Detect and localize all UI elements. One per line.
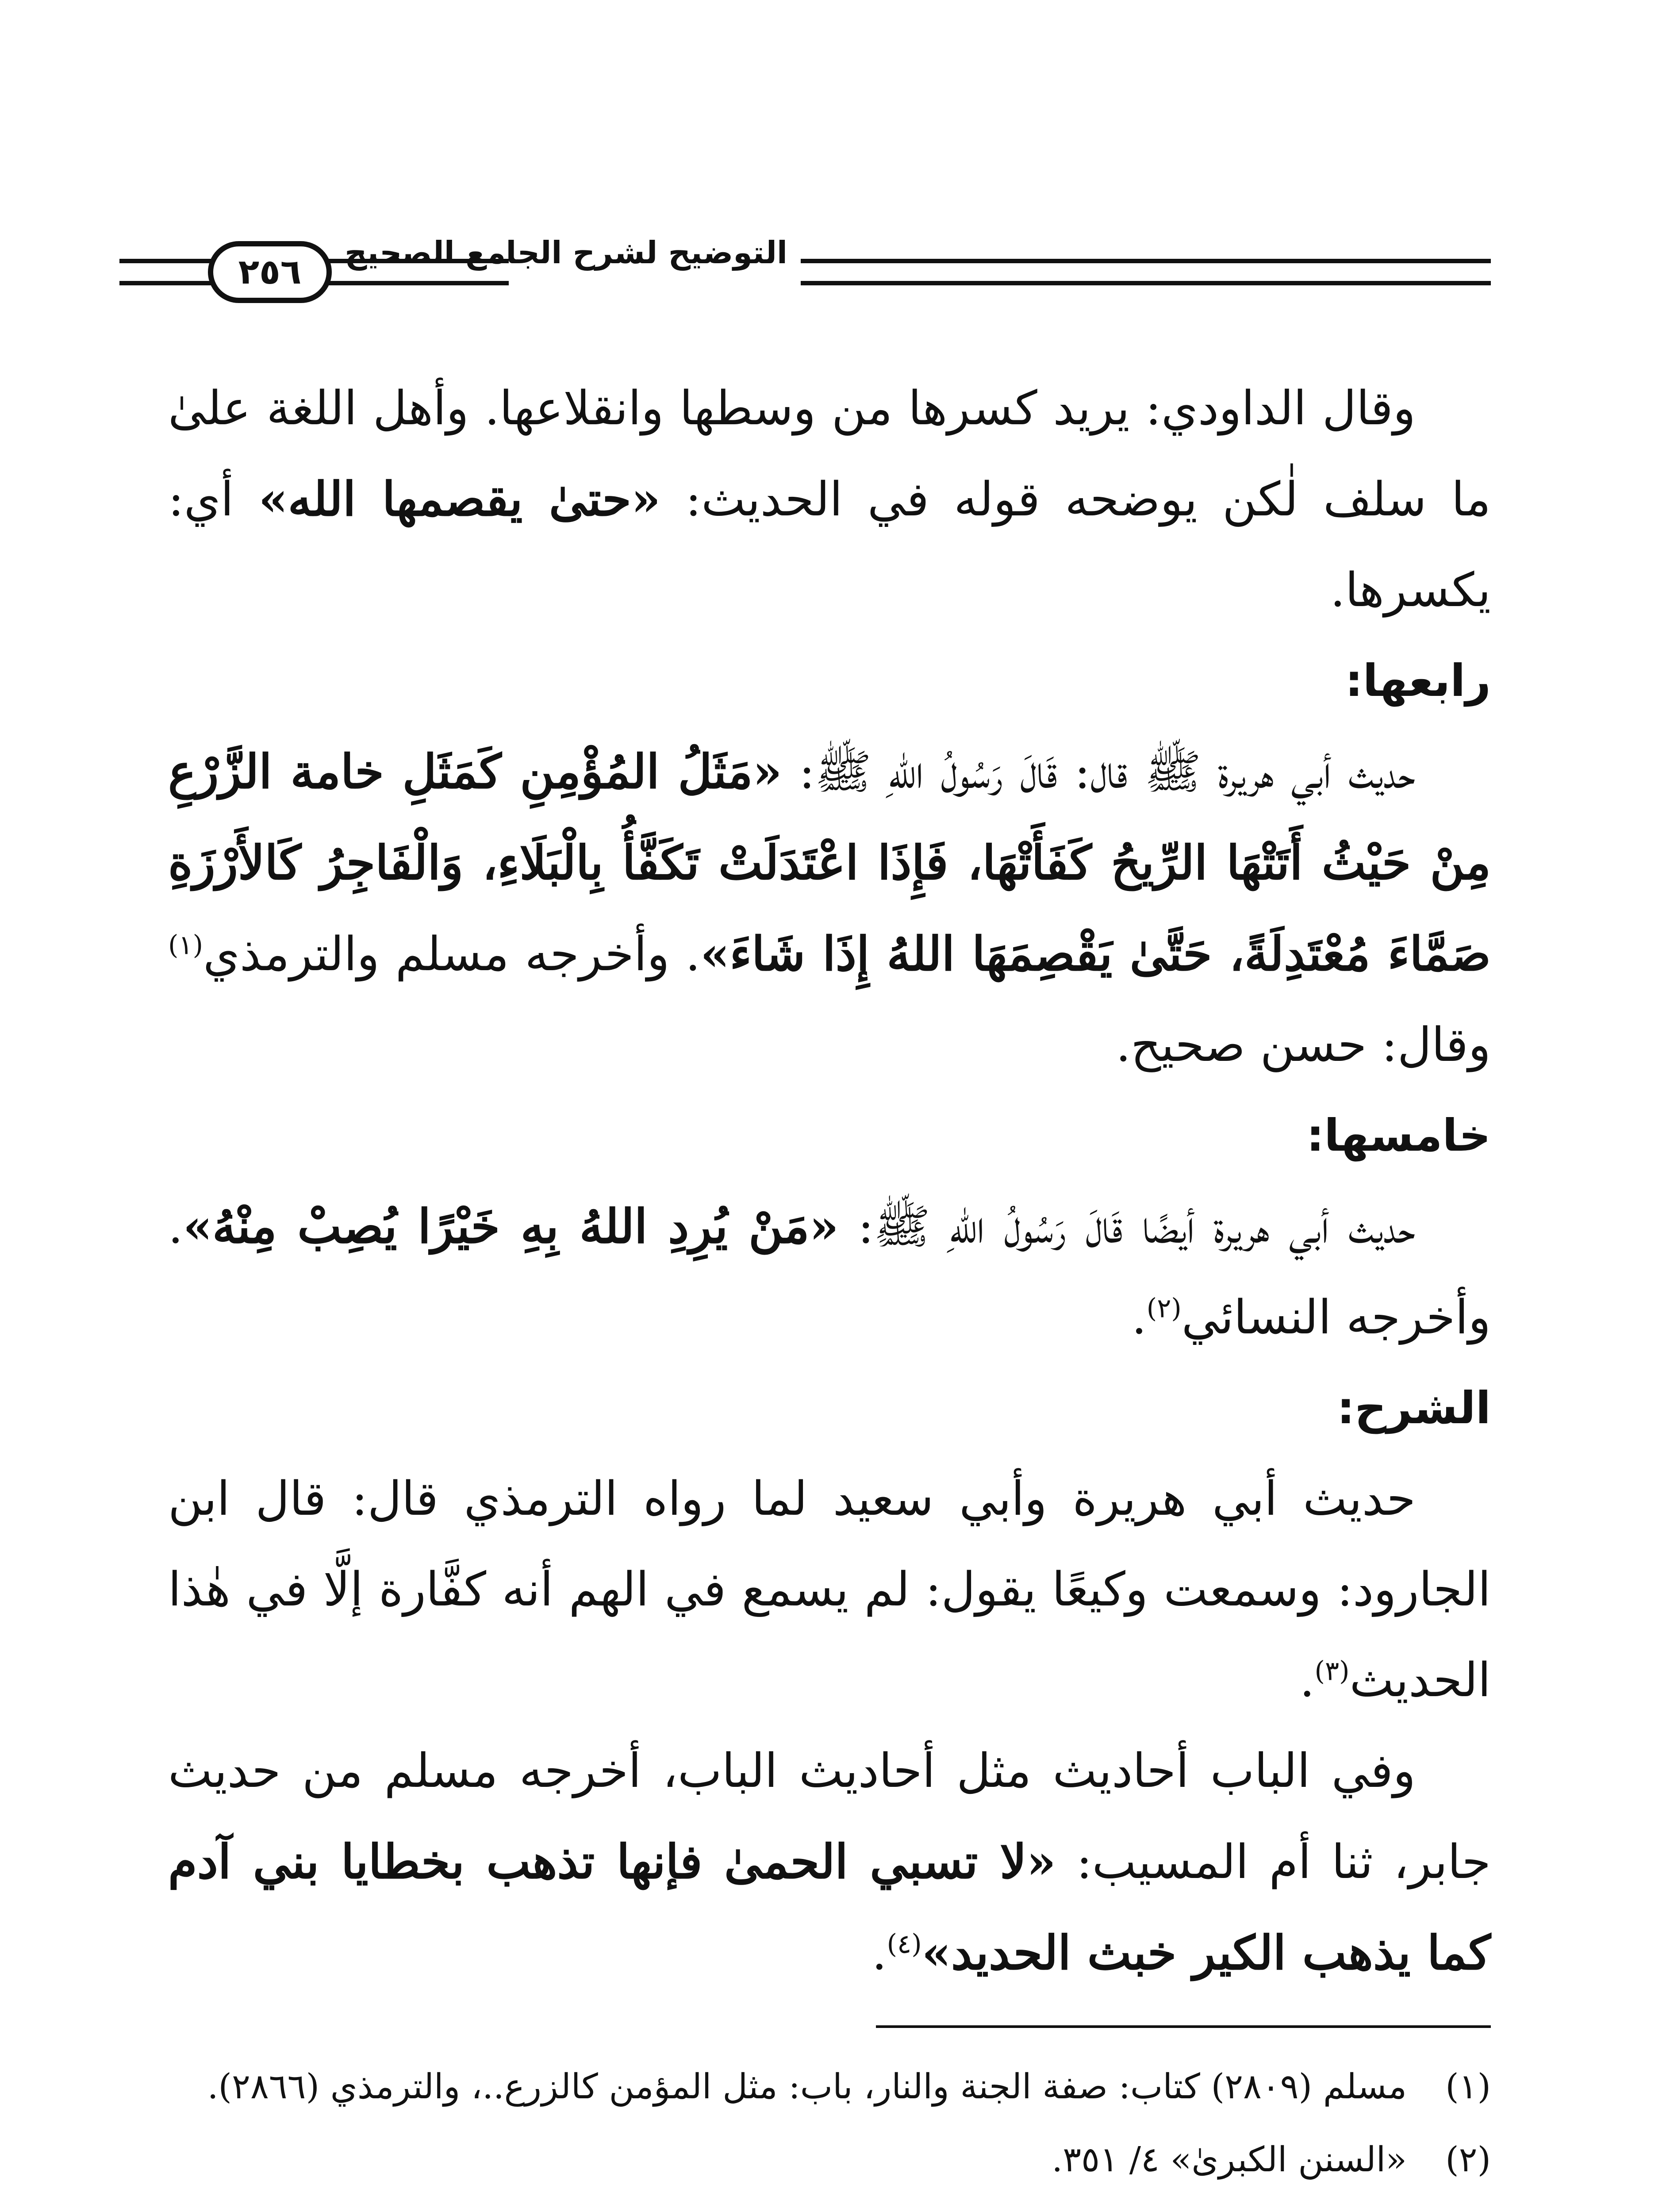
footnote-separator [876, 2025, 1491, 2028]
header-rule-left-outer [119, 259, 212, 263]
section-heading-fourth: رابعها: [1345, 655, 1491, 707]
footnote-ref-4: (٤) [887, 1928, 922, 1960]
footnote-ref-1: (١) [168, 929, 203, 961]
footnote-number: (٢) [1445, 2140, 1491, 2180]
hadith-quote: «لا تسبي الحمىٰ فإنها تذهب بخطايا بني آدم كما يذهب الكير خبث الحديد» [168, 1834, 1491, 1980]
section-heading-fifth: خامسها: [1306, 1110, 1491, 1161]
paragraph-4: حديث أبي هريرة وأبي سعيد لما رواه الترمذي قال: قال ابن الجارود: وسمعت وكيعًا يقول: لم يسمع في الهم أنه كفَّارة إلَّا في هٰذا الحديث$^{(٣)}$. [168, 1471, 1491, 1707]
footnote-ref-2: (٢) [1146, 1293, 1182, 1324]
hadith-quote: «مَنْ يُرِدِ اللهُ بِهِ خَيْرًا يُصِبْ مِنْهُ» [183, 1198, 839, 1254]
quote: «حتىٰ يقصمها الله» [258, 471, 661, 526]
main-text [168, 363, 1491, 1998]
running-title: التوضيح لشرح الجامع الصحيح [345, 234, 787, 271]
paragraph-5: وفي الباب أحاديث مثل أحاديث الباب، أخرجه مسلم من حديث جابر، ثنا أم المسيب: «لا تسبي الحمىٰ فإنها تذهب بخطايا بني آدم كما يذهب الكير خبث الحديد»$^{(٤)}$. [168, 1743, 1491, 1980]
header-rule-middle-bottom [327, 281, 509, 285]
footnote-number [1407, 2203, 1491, 2212]
footnote-text [168, 2203, 1407, 2212]
footnote-number: (١) [1445, 2067, 1491, 2107]
footnote-ref-3: (٣) [1314, 1655, 1350, 1687]
footnote-text: مسلم (٢٨٠٩) كتاب: صفة الجنة والنار، باب: مثل المؤمن كالزرع..، والترمذي (٢٨٦٦). [207, 2067, 1407, 2107]
footnote-text: «السنن الكبرىٰ» ٤/ ٣٥١. [1052, 2140, 1407, 2180]
header-rule-right-bottom [801, 281, 1491, 285]
page-number-badge [208, 241, 332, 303]
paragraph-3: حديث أبي هريرة أيضًا قَالَ رَسُولُ اللهِ ﷺ: «مَنْ يُرِدِ اللهُ بِهِ خَيْرًا يُصِبْ مِنْهُ». وأخرجه النسائي$^{(٢)}$. [168, 1198, 1491, 1344]
footnote [168, 2130, 1491, 2190]
paragraph-2: حديث أبي هريرة ﷺ قال: قَالَ رَسُولُ اللهِ ﷺ: «مَثَلُ المُؤْمِنِ كَمَثَلِ خامة الزَّرْعِ مِنْ حَيْثُ أَتَتْهَا الرِّيحُ كَفَأَتْهَا، فَإِذَا اعْتَدَلَتْ تَكَفَّأُ بِالْبَلَاءِ، وَالْفَاجِرُ كَالأَرْزَةِ صَمَّاءَ مُعْتَدِلَةً، حَتَّىٰ يَقْصِمَهَا اللهُ إِذَا شَاءَ». وأخرجه مسلم والترمذي$^{(١)}$ وقال: حسن صحيح. [168, 744, 1491, 1072]
header-rule-left-inner [119, 281, 212, 285]
section-heading-commentary: الشرح: [1337, 1382, 1491, 1434]
hadith-quote: «مَثَلُ المُؤْمِنِ كَمَثَلِ خامة الزَّرْعِ مِنْ حَيْثُ أَتَتْهَا الرِّيحُ كَفَأَتْهَا، فَإِذَا اعْتَدَلَتْ تَكَفَّأُ بِالْبَلَاءِ، وَالْفَاجِرُ كَالأَرْزَةِ صَمَّاءَ مُعْتَدِلَةً، حَتَّىٰ يَقْصِمَهَا اللهُ إِذَا شَاءَ» [168, 744, 1491, 981]
header-rule-right-top [801, 259, 1491, 263]
footnote [168, 2057, 1491, 2117]
paragraph-1: وقال الداودي: يريد كسرها من وسطها وانقلاعها. وأهل اللغة علىٰ ما سلف لٰكن يوضحه قوله في الحديث: «حتىٰ يقصمها الله» أي: يكسرها. [168, 381, 1491, 617]
footnote [168, 2203, 1491, 2212]
page-number: ٢٥٦ [238, 252, 302, 292]
footnotes [168, 2057, 1491, 2212]
